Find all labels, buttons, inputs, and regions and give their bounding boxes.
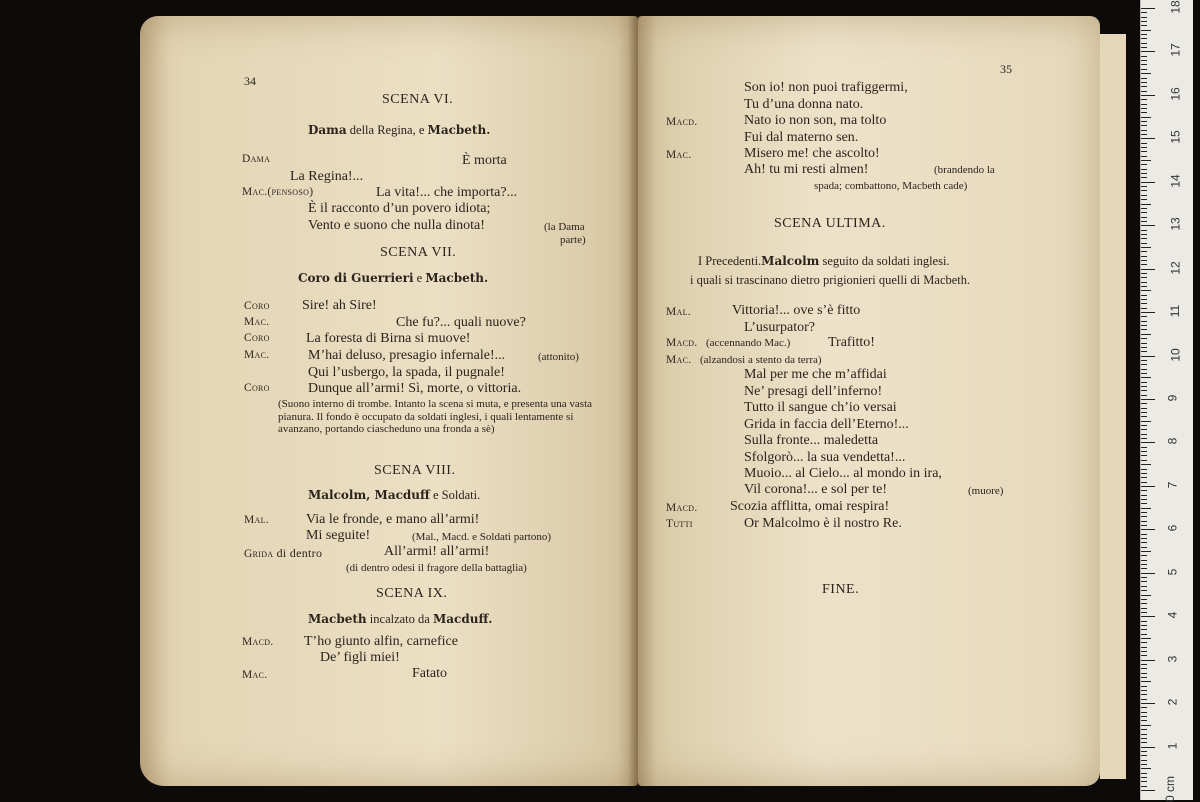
ruler-major-tick (1141, 8, 1155, 9)
measurement-ruler (1140, 0, 1193, 800)
coro-line-1: Sire! ah Sire! (302, 298, 377, 313)
ruler-minor-tick (1141, 495, 1147, 496)
ruler-minor-tick (1141, 351, 1147, 352)
ruler-number: 15 (1168, 130, 1183, 145)
ruler-minor-tick (1141, 425, 1147, 426)
ruler-minor-tick (1141, 290, 1151, 291)
ruler-major-tick (1141, 399, 1155, 400)
mac-final-line-2: Ne’ presagi dell’inferno! (744, 384, 883, 399)
scene-8-title: SCENA VIII. (374, 463, 456, 478)
ruler-minor-tick (1141, 764, 1147, 765)
ruler-major-tick (1141, 790, 1155, 791)
ruler-minor-tick (1141, 694, 1147, 695)
coro-line-3: Dunque all’armi! Sì, morte, o vittoria. (308, 381, 522, 396)
ruler-minor-tick (1141, 243, 1147, 244)
macd-line-1: Nato io non son, ma tolto (744, 113, 887, 128)
scene-7-title: SCENA VII. (380, 245, 457, 260)
mac-final-line-4: Grida in faccia dell’Eterno!... (744, 417, 909, 432)
mal-line-2: L’usurpator? (744, 320, 816, 335)
ruler-minor-tick (1141, 586, 1147, 587)
ruler-minor-tick (1141, 156, 1147, 157)
ruler-minor-tick (1141, 386, 1147, 387)
speaker-mac-pensoso: Mac.(pensoso) (242, 186, 314, 198)
macd-line-1: T’ho giunto alfin, carnefice (304, 634, 458, 649)
ruler-minor-tick (1141, 608, 1147, 609)
scene-ultima-description-2: i quali si trascinano dietro prigionieri quelli di Macbeth. (690, 273, 971, 287)
ruler-minor-tick (1141, 17, 1147, 18)
ruler-minor-tick (1141, 204, 1151, 205)
ruler-minor-tick (1141, 130, 1147, 131)
ruler-minor-tick (1141, 621, 1147, 622)
scene-8-description: Malcolm, Macduff e Soldati. (308, 488, 481, 502)
ruler-number: 0 cm (1163, 775, 1178, 802)
ruler-minor-tick (1141, 390, 1147, 391)
ruler-minor-tick (1141, 190, 1147, 191)
ruler-minor-tick (1141, 751, 1147, 752)
macd-line-scozia: Scozia afflitta, omai respira! (730, 499, 890, 514)
ruler-minor-tick (1141, 282, 1147, 283)
ruler-minor-tick (1141, 403, 1147, 404)
ruler-major-tick (1141, 95, 1155, 96)
speaker-macd-2: Macd. (666, 337, 698, 349)
ruler-minor-tick (1141, 221, 1147, 222)
ruler-minor-tick (1141, 612, 1147, 613)
ruler-minor-tick (1141, 729, 1147, 730)
ruler-minor-tick (1141, 325, 1147, 326)
dama-line-1: È morta (462, 153, 507, 168)
mac-line-1: Misero me! che ascolto! (744, 146, 880, 161)
ruler-number: 5 (1165, 568, 1180, 576)
ruler-minor-tick (1141, 560, 1147, 561)
ruler-minor-tick (1141, 482, 1147, 483)
ruler-minor-tick (1141, 477, 1147, 478)
ruler-minor-tick (1141, 38, 1147, 39)
ruler-number: 14 (1168, 174, 1183, 188)
ruler-minor-tick (1141, 447, 1147, 448)
ruler-number: 8 (1165, 438, 1180, 445)
ruler-minor-tick (1141, 316, 1147, 317)
macd-line-2: Fui dal materno sen. (744, 130, 859, 145)
ruler-minor-tick (1141, 451, 1147, 452)
ruler-minor-tick (1141, 521, 1147, 522)
ruler-minor-tick (1141, 299, 1147, 300)
ruler-minor-tick (1141, 555, 1147, 556)
speaker-tutti: Tutti (666, 518, 693, 530)
ruler-minor-tick (1141, 173, 1147, 174)
ruler-minor-tick (1141, 21, 1147, 22)
scene-9-description: Macbeth incalzato da Macduff. (308, 612, 493, 626)
scene-7-description: Coro di Guerrieri e Macbeth. (298, 271, 489, 285)
ruler-minor-tick (1141, 716, 1147, 717)
ruler-minor-tick (1141, 30, 1151, 31)
mac-final-line-8: Vil corona!... e sol per te! (744, 482, 887, 497)
ruler-minor-tick (1141, 143, 1147, 144)
ruler-minor-tick (1141, 108, 1147, 109)
ruler-minor-tick (1141, 121, 1147, 122)
ruler-minor-tick (1141, 104, 1147, 105)
ruler-minor-tick (1141, 599, 1147, 600)
ruler-number: 7 (1165, 481, 1180, 489)
ruler-number: 4 (1165, 611, 1180, 619)
ruler-minor-tick (1141, 43, 1147, 44)
ruler-minor-tick (1141, 677, 1147, 678)
ruler-minor-tick (1141, 786, 1147, 787)
mac-final-line-1: Mal per me che m’affidai (744, 367, 887, 382)
ruler-minor-tick (1141, 412, 1147, 413)
ruler-minor-tick (1141, 56, 1147, 57)
stage-direction-accennando: (accennando Mac.) (706, 337, 791, 349)
ruler-minor-tick (1141, 421, 1151, 422)
ruler-minor-tick (1141, 164, 1147, 165)
ruler-minor-tick (1141, 360, 1147, 361)
ruler-minor-tick (1141, 460, 1147, 461)
ruler-minor-tick (1141, 681, 1151, 682)
mac-line-usbergo: Qui l’usbergo, la spada, il pugnale! (308, 365, 505, 380)
ruler-number: 13 (1168, 217, 1183, 231)
ruler-number: 3 (1165, 655, 1180, 662)
stage-direction-trombe: (Suono interno di trombe. Intanto la scena si muta, e presenta una vasta pianura. Il fondo è occupato da soldati inglesi, i quali lentamente si avanzano, portando ciascheduno una fronda a sè) (278, 398, 593, 435)
ruler-minor-tick (1141, 25, 1147, 26)
ruler-minor-tick (1141, 286, 1147, 287)
ruler-minor-tick (1141, 742, 1147, 743)
scene-ultima-description: I Precedenti.Malcolm seguito da soldati inglesi. (698, 254, 950, 268)
stage-direction-parte: parte) (560, 234, 586, 246)
ruler-number: 12 (1168, 260, 1183, 275)
ruler-minor-tick (1141, 434, 1147, 435)
ruler-minor-tick (1141, 408, 1147, 409)
speaker-mac-2: Mac. (666, 354, 692, 366)
speaker-mal: Mal. (666, 306, 691, 318)
ruler-minor-tick (1141, 91, 1147, 92)
ruler-minor-tick (1141, 625, 1147, 626)
ruler-minor-tick (1141, 547, 1147, 548)
ruler-minor-tick (1141, 238, 1147, 239)
ruler-major-tick (1141, 51, 1155, 52)
ruler-minor-tick (1141, 725, 1151, 726)
ruler-minor-tick (1141, 642, 1147, 643)
ruler-minor-tick (1141, 234, 1147, 235)
ruler-major-tick (1141, 486, 1155, 487)
ruler-minor-tick (1141, 534, 1147, 535)
macd-line-2: De’ figli miei! (320, 650, 400, 665)
ruler-minor-tick (1141, 581, 1147, 582)
mal-line-1: Vittoria!... ove s’è fitto (732, 303, 861, 318)
speaker-mac-1: Mac. (244, 316, 270, 328)
ruler-minor-tick (1141, 47, 1147, 48)
ruler-minor-tick (1141, 186, 1147, 187)
ruler-minor-tick (1141, 464, 1151, 465)
mac-line-fatato: Fatato (412, 666, 447, 681)
ruler-minor-tick (1141, 199, 1147, 200)
ruler-minor-tick (1141, 542, 1147, 543)
ruler-number: 17 (1168, 43, 1183, 58)
ruler-minor-tick (1141, 303, 1147, 304)
ruler-minor-tick (1141, 251, 1147, 252)
ruler-minor-tick (1141, 634, 1147, 635)
ruler-minor-tick (1141, 551, 1151, 552)
ruler-minor-tick (1141, 134, 1147, 135)
macd-line-trafitto: Trafitto! (828, 335, 875, 350)
speaker-dama: Dama (242, 153, 271, 165)
ruler-minor-tick (1141, 377, 1151, 378)
ruler-minor-tick (1141, 147, 1147, 148)
ruler-minor-tick (1141, 12, 1147, 13)
ruler-minor-tick (1141, 343, 1147, 344)
ruler-minor-tick (1141, 690, 1147, 691)
speaker-coro-1: Coro (244, 300, 270, 312)
speaker-mac: Mac. (666, 149, 692, 161)
speaker-macd-3: Macd. (666, 502, 698, 514)
ruler-major-tick (1141, 356, 1155, 357)
ruler-minor-tick (1141, 373, 1147, 374)
ruler-major-tick (1141, 573, 1155, 574)
grida-line: All’armi! all’armi! (384, 544, 490, 559)
ruler-minor-tick (1141, 264, 1147, 265)
ruler-minor-tick (1141, 712, 1147, 713)
ruler-number: 10 (1168, 347, 1183, 362)
ruler-minor-tick (1141, 260, 1147, 261)
tutti-line: Or Malcolmo è il nostro Re. (744, 516, 902, 531)
ruler-minor-tick (1141, 117, 1151, 118)
ruler-minor-tick (1141, 334, 1151, 335)
mac-line-3: Vento e suono che nulla dinota! (308, 218, 485, 233)
ruler-minor-tick (1141, 473, 1147, 474)
scene-6-title: SCENA VI. (382, 92, 454, 107)
ruler-number: 1 (1165, 742, 1180, 749)
mal-line-2: Mi seguite! (306, 528, 371, 543)
ruler-number: 6 (1165, 524, 1180, 532)
ruler-minor-tick (1141, 707, 1147, 708)
mac-line-che-fu: Che fu?... quali nuove? (396, 315, 526, 330)
ruler-major-tick (1141, 529, 1155, 530)
ruler-minor-tick (1141, 395, 1147, 396)
ruler-minor-tick (1141, 668, 1147, 669)
scene-9-title: SCENA IX. (376, 586, 448, 601)
ruler-minor-tick (1141, 760, 1147, 761)
dama-line-2: La Regina!... (290, 169, 364, 184)
ruler-minor-tick (1141, 212, 1147, 213)
ruler-minor-tick (1141, 664, 1147, 665)
ruler-minor-tick (1141, 329, 1147, 330)
ruler-minor-tick (1141, 516, 1147, 517)
ruler-minor-tick (1141, 590, 1147, 591)
ruler-minor-tick (1141, 295, 1147, 296)
ruler-major-tick (1141, 182, 1155, 183)
left-page (140, 16, 638, 786)
ruler-major-tick (1141, 747, 1155, 748)
ruler-major-tick (1141, 312, 1155, 313)
speaker-coro-2: Coro (244, 332, 270, 344)
ruler-number: 18 (1168, 0, 1183, 14)
ruler-minor-tick (1141, 429, 1147, 430)
speaker-mac-3: Mac. (242, 669, 268, 681)
ruler-minor-tick (1141, 230, 1147, 231)
ruler-number: 11 (1168, 304, 1183, 318)
ruler-major-tick (1141, 703, 1155, 704)
ruler-minor-tick (1141, 369, 1147, 370)
ruler-number: 2 (1165, 698, 1180, 706)
ruler-minor-tick (1141, 69, 1147, 70)
ruler-minor-tick (1141, 651, 1147, 652)
speaker-grida: Grida di dentro (244, 546, 323, 560)
ruler-minor-tick (1141, 738, 1147, 739)
ruler-minor-tick (1141, 60, 1147, 61)
fine: FINE. (822, 582, 860, 597)
ruler-minor-tick (1141, 638, 1151, 639)
stage-direction-attonito: (attonito) (538, 351, 579, 363)
ruler-major-tick (1141, 138, 1155, 139)
ruler-minor-tick (1141, 208, 1147, 209)
ruler-minor-tick (1141, 217, 1147, 218)
stage-direction-dama-parte: (la Dama (544, 221, 585, 233)
continued-line-1: Son io! non puoi trafiggermi, (744, 80, 908, 95)
page-number-right: 35 (1000, 62, 1012, 76)
stage-direction-partono: (Mal., Macd. e Soldati partono) (412, 531, 551, 543)
ruler-minor-tick (1141, 647, 1147, 648)
page-number-left: 34 (244, 74, 256, 88)
speaker-macd: Macd. (242, 636, 274, 648)
ruler-minor-tick (1141, 595, 1151, 596)
ruler-minor-tick (1141, 364, 1147, 365)
stage-direction-combattono: spada; combattono, Macbeth cade) (814, 180, 968, 192)
stage-direction-brandendo: (brandendo la (934, 164, 995, 176)
ruler-major-tick (1141, 616, 1155, 617)
scene-ultima-title: SCENA ULTIMA. (774, 216, 886, 231)
ruler-minor-tick (1141, 169, 1147, 170)
ruler-minor-tick (1141, 277, 1147, 278)
ruler-minor-tick (1141, 338, 1147, 339)
ruler-minor-tick (1141, 577, 1147, 578)
ruler-minor-tick (1141, 195, 1147, 196)
stage-direction-alzandosi: (alzandosi a stento da terra) (700, 354, 822, 366)
mac-line-1: La vita!... che importa?... (376, 185, 518, 200)
ruler-minor-tick (1141, 469, 1147, 470)
mac-final-line-6: Sfolgorò... la sua vendetta!... (744, 450, 906, 465)
ruler-minor-tick (1141, 78, 1147, 79)
stage-direction-battaglia: (di dentro odesi il fragore della battaglia) (346, 562, 527, 574)
ruler-minor-tick (1141, 564, 1147, 565)
ruler-minor-tick (1141, 64, 1147, 65)
mac-line-2: Ah! tu mi resti almen! (744, 162, 869, 177)
ruler-major-tick (1141, 660, 1155, 661)
ruler-minor-tick (1141, 308, 1147, 309)
ruler-minor-tick (1141, 777, 1147, 778)
ruler-minor-tick (1141, 321, 1147, 322)
ruler-number: 9 (1165, 394, 1180, 402)
speaker-macd: Macd. (666, 116, 698, 128)
ruler-minor-tick (1141, 773, 1147, 774)
ruler-minor-tick (1141, 247, 1151, 248)
ruler-minor-tick (1141, 273, 1147, 274)
ruler-major-tick (1141, 269, 1155, 270)
ruler-minor-tick (1141, 734, 1147, 735)
ruler-minor-tick (1141, 499, 1147, 500)
ruler-minor-tick (1141, 455, 1147, 456)
ruler-major-tick (1141, 225, 1155, 226)
back-sheet (1100, 34, 1126, 779)
coro-line-2: La foresta di Birna si muove! (306, 331, 471, 346)
ruler-minor-tick (1141, 160, 1151, 161)
ruler-minor-tick (1141, 525, 1147, 526)
ruler-minor-tick (1141, 177, 1147, 178)
ruler-minor-tick (1141, 347, 1147, 348)
ruler-minor-tick (1141, 568, 1147, 569)
ruler-minor-tick (1141, 151, 1147, 152)
open-book (140, 16, 1120, 786)
mac-line-2: È il racconto d’un povero idiota; (308, 201, 491, 216)
ruler-minor-tick (1141, 125, 1147, 126)
speaker-mal: Mal. (244, 514, 269, 526)
ruler-minor-tick (1141, 686, 1147, 687)
ruler-minor-tick (1141, 538, 1147, 539)
continued-line-2: Tu d’una donna nato. (744, 97, 864, 112)
ruler-minor-tick (1141, 673, 1147, 674)
ruler-minor-tick (1141, 655, 1147, 656)
ruler-minor-tick (1141, 720, 1147, 721)
ruler-minor-tick (1141, 256, 1147, 257)
mal-line-1: Via le fronde, e mano all’armi! (306, 512, 480, 527)
ruler-minor-tick (1141, 416, 1147, 417)
ruler-minor-tick (1141, 112, 1147, 113)
ruler-minor-tick (1141, 82, 1147, 83)
mac-final-line-7: Muoio... al Cielo... al mondo in ira, (744, 466, 942, 481)
ruler-minor-tick (1141, 508, 1151, 509)
ruler-minor-tick (1141, 73, 1151, 74)
stage-direction-muore: (muore) (968, 485, 1004, 497)
ruler-minor-tick (1141, 629, 1147, 630)
ruler-minor-tick (1141, 438, 1147, 439)
ruler-minor-tick (1141, 755, 1147, 756)
ruler-minor-tick (1141, 781, 1147, 782)
ruler-minor-tick (1141, 603, 1147, 604)
speaker-mac-2: Mac. (244, 349, 270, 361)
ruler-minor-tick (1141, 382, 1147, 383)
ruler-minor-tick (1141, 34, 1147, 35)
ruler-minor-tick (1141, 99, 1147, 100)
mac-line-deluso: M’hai deluso, presagio infernale!... (308, 348, 506, 363)
scene-6-description: Dama della Regina, e Macbeth. (308, 123, 491, 137)
ruler-number: 16 (1168, 87, 1183, 101)
speaker-coro-3: Coro (244, 382, 270, 394)
mac-final-line-3: Tutto il sangue ch’io versai (744, 400, 897, 415)
ruler-minor-tick (1141, 699, 1147, 700)
ruler-minor-tick (1141, 512, 1147, 513)
ruler-minor-tick (1141, 86, 1147, 87)
right-page (638, 16, 1100, 786)
mac-final-line-5: Sulla fronte... maledetta (744, 433, 879, 448)
ruler-minor-tick (1141, 490, 1147, 491)
ruler-minor-tick (1141, 768, 1151, 769)
ruler-minor-tick (1141, 503, 1147, 504)
ruler-major-tick (1141, 442, 1155, 443)
